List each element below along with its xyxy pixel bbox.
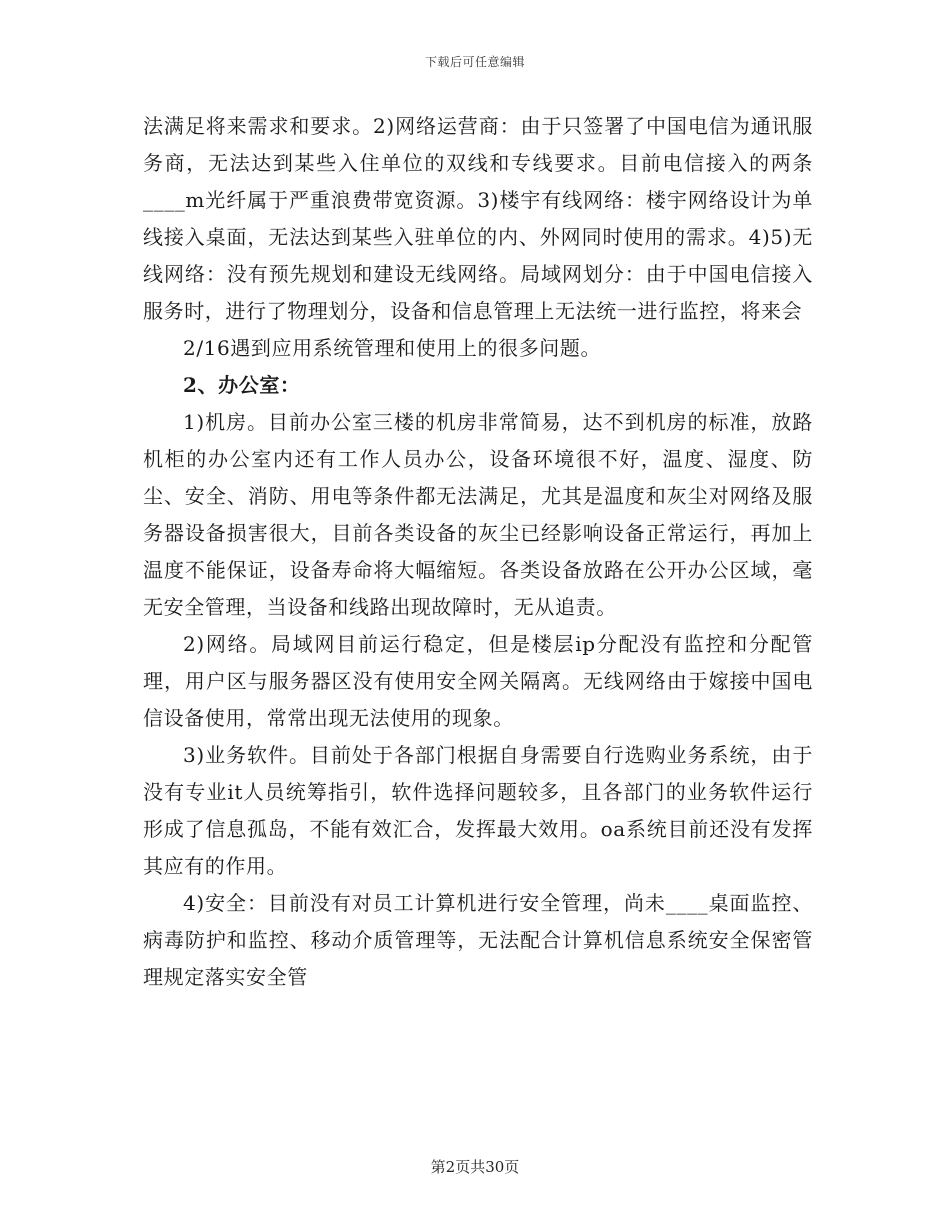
page-header: 下载后可任意编辑	[424, 55, 525, 69]
section-heading-office: 2、办公室：	[183, 373, 301, 397]
paragraph-network: 2)网络。局域网目前运行稳定，但是楼层ip分配没有监控和分配管理，用户区与服务器区没有使用安全网关隔离。无线网络由于嫁接中国电信设备使用，常常出现无法使用的现象。	[143, 632, 813, 730]
paragraph-security: 4)安全：目前没有对员工计算机进行安全管理，尚未____桌面监控、病毒防护和监控、移动介质管理等，无法配合计算机信息系统安全保密管理规定落实安全管	[143, 891, 813, 989]
paragraph-continuation: 法满足将来需求和要求。2)网络运营商：由于只签署了中国电信为通讯服务商，无法达到某些入住单位的双线和专线要求。目前电信接入的两条____m光纤属于严重浪费带宽资源。3)楼宇有线网络：楼宇网络设计为单线接入桌面，无法达到某些入驻单位的内、外网同时使用的需求。4)5)无线网络：没有预先规划和建设无线网络。局域网划分：由于中国电信接入服务时，进行了物理划分，设备和信息管理上无法统一进行监控，将来会	[143, 114, 813, 323]
paragraph-server-room: 1)机房。目前办公室三楼的机房非常简易，达不到机房的标准，放路机柜的办公室内还有工作人员办公，设备环境很不好，温度、湿度、防尘、安全、消防、用电等条件都无法满足，尤其是温度和灰尘对网络及服务器设备损害很大，目前各类设备的灰尘已经影响设备正常运行，再加上温度不能保证，设备寿命将大幅缩短。各类设备放路在公开办公区域，毫无安全管理，当设备和线路出现故障时，无从追责。	[143, 410, 813, 619]
document-body	[143, 108, 813, 996]
paragraph-business-software: 3)业务软件。目前处于各部门根据自身需要自行选购业务系统，由于没有专业it人员统筹指引，软件选择问题较多，且各部门的业务软件运行形成了信息孤岛，不能有效汇合，发挥最大效用。oa系统目前还没有发挥其应有的作用。	[143, 743, 813, 878]
page-number-footer: 第2页共30页	[430, 1158, 520, 1176]
paragraph-page-fragment: 2/16遇到应用系统管理和使用上的很多问题。	[183, 336, 602, 360]
